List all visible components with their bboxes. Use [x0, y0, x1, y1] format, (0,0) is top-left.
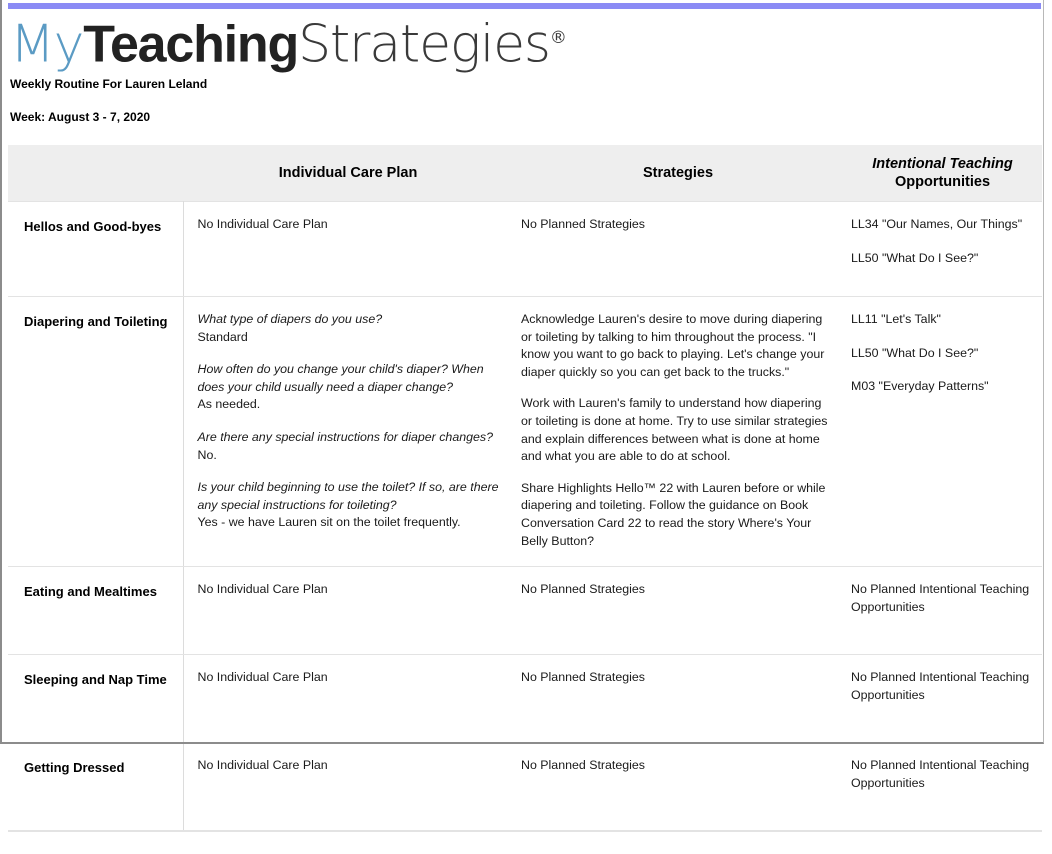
table-body: [8, 202, 1042, 831]
ito-empty-text: No Planned Intentional Teaching Opportunities: [851, 670, 1030, 702]
ito-item: LL50 "What Do I See?": [851, 345, 979, 360]
ito-item: LL50 "What Do I See?": [851, 250, 979, 265]
page-title: Weekly Routine For Lauren Leland: [10, 77, 208, 91]
logo-strategies-text: Strategies: [298, 14, 550, 75]
care-plan-question: What type of diapers do you use?: [197, 312, 383, 326]
care-plan-answer: No.: [197, 447, 217, 462]
care-plan-answer: Standard: [197, 329, 248, 344]
registered-trademark-icon: ®: [549, 28, 566, 48]
care-plan-question: How often do you change your child's diaper? When does your child usually need a diaper change?: [197, 362, 484, 394]
cell-strategies: [513, 743, 843, 831]
row-label-sleeping-and-nap-time: Sleeping and Nap Time: [8, 655, 183, 743]
icp-empty-text: No Individual Care Plan: [197, 582, 328, 597]
cell-intentional-teaching-opportunities: [843, 655, 1042, 743]
strategies-empty-text: No Planned Strategies: [521, 217, 645, 231]
column-header-intentional-teaching-opportunities: [843, 145, 1042, 202]
row-label-diapering-and-toileting: Diapering and Toileting: [8, 297, 183, 567]
cell-strategies: [513, 567, 843, 655]
app-logo: [8, 9, 1043, 75]
week-range-label: Week: August 3 - 7, 2020: [10, 110, 151, 124]
ito-item: LL11 "Let's Talk": [851, 312, 941, 326]
column-header-ito-line1: Intentional Teaching: [872, 155, 1013, 172]
column-header-blank: [8, 145, 183, 202]
weekly-routine-table: [8, 145, 1042, 831]
cell-intentional-teaching-opportunities: [843, 743, 1042, 831]
care-plan-qa: [198, 429, 502, 464]
care-plan-question: Is your child beginning to use the toilet? If so, are there any special instructions for toileting?: [197, 480, 499, 512]
cell-strategies: [513, 202, 843, 297]
ito-item: LL34 "Our Names, Our Things": [851, 217, 1023, 231]
cell-intentional-teaching-opportunities: [843, 567, 1042, 655]
strategy-paragraph: Work with Lauren's family to understand how diapering or toileting is done at home. Try to use similar strategies and explain differences between what is done at home and what you are able to do at school.: [521, 396, 828, 464]
table-header-row: [8, 145, 1042, 202]
care-plan-qa: [198, 311, 502, 346]
cell-individual-care-plan: [183, 567, 513, 655]
strategies-empty-text: No Planned Strategies: [521, 582, 645, 597]
icp-empty-text: No Individual Care Plan: [197, 758, 328, 773]
table-header: [8, 145, 1042, 202]
cell-strategies: [513, 297, 843, 567]
column-header-strategies: Strategies: [513, 145, 843, 202]
cell-intentional-teaching-opportunities: [843, 202, 1042, 297]
care-plan-question: Are there any special instructions for diaper changes?: [197, 430, 493, 445]
icp-empty-text: No Individual Care Plan: [197, 217, 328, 231]
page-content: [8, 9, 1043, 854]
row-label-eating-and-mealtimes: Eating and Mealtimes: [8, 567, 183, 655]
cell-individual-care-plan: [183, 297, 513, 567]
logo-my-text: My: [10, 14, 84, 75]
care-plan-qa: [198, 479, 502, 532]
row-label-hellos-and-good-byes: Hellos and Good-byes: [8, 202, 183, 297]
table-row: [8, 567, 1042, 655]
ito-empty-text: No Planned Intentional Teaching Opportunities: [851, 758, 1030, 790]
column-header-individual-care-plan: Individual Care Plan: [183, 145, 513, 202]
table-row: [8, 655, 1042, 743]
cell-strategies: [513, 655, 843, 743]
table-bottom-spacer: [8, 831, 1042, 854]
table-row: [8, 202, 1042, 297]
row-label-getting-dressed: Getting Dressed: [8, 743, 183, 831]
care-plan-answer: Yes - we have Lauren sit on the toilet frequently.: [197, 515, 461, 530]
column-header-ito-line2: Opportunities: [894, 174, 991, 190]
logo-teaching-text: Teaching: [83, 15, 299, 74]
strategy-paragraph: Acknowledge Lauren's desire to move during diapering or toileting by talking to him throughout the process. "I know you want to go back to playing. Let's change your diaper quickly so you can get back to the trucks.": [521, 312, 825, 379]
strategies-empty-text: No Planned Strategies: [521, 758, 645, 773]
ito-item: M03 "Everyday Patterns": [851, 379, 989, 394]
care-plan-qa: [198, 361, 502, 414]
strategy-paragraph: Share Highlights Hello™ 22 with Lauren before or while diapering and toileting. Follow the guidance on Book Conversation Card 22 to read the story Where's Your Belly Button?: [521, 480, 826, 548]
cell-intentional-teaching-opportunities: [843, 297, 1042, 567]
table-row: [8, 297, 1042, 567]
strategies-empty-text: No Planned Strategies: [521, 670, 645, 685]
ito-empty-text: No Planned Intentional Teaching Opportunities: [851, 582, 1030, 614]
cell-individual-care-plan: [183, 743, 513, 831]
cell-individual-care-plan: [183, 655, 513, 743]
table-row: [8, 743, 1042, 831]
cell-individual-care-plan: [183, 202, 513, 297]
icp-empty-text: No Individual Care Plan: [197, 670, 328, 685]
care-plan-answer: As needed.: [197, 397, 261, 412]
